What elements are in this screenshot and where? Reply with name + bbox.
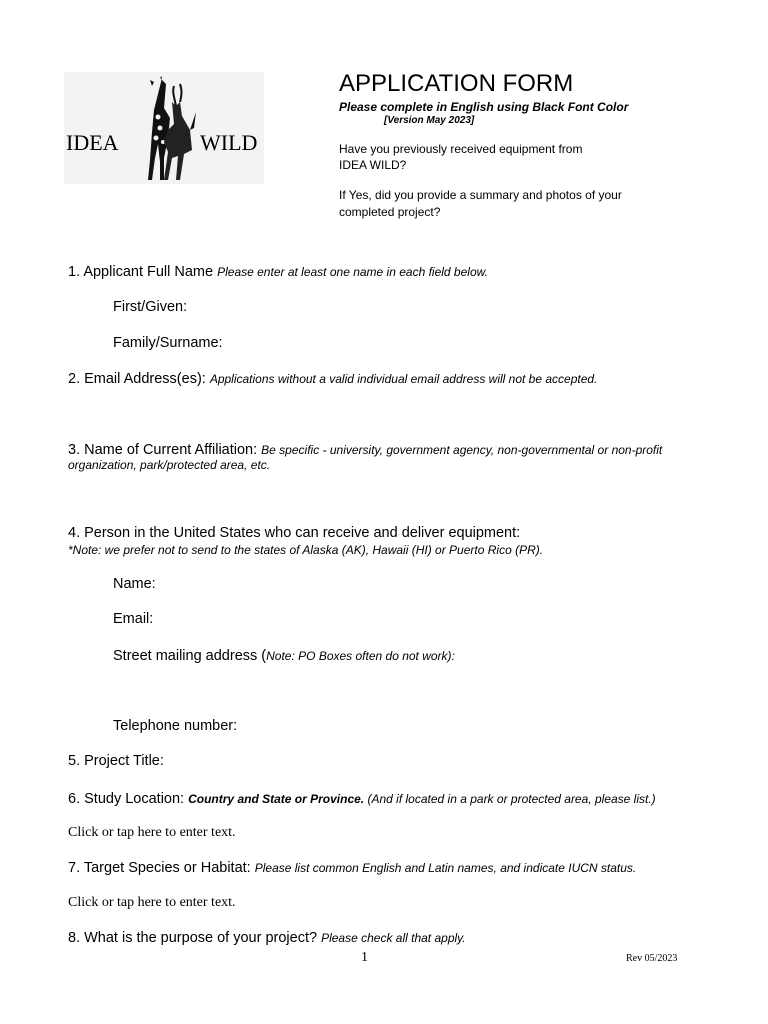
q1-heading [68,263,488,281]
street-address-label: Street mailing address ( [113,648,267,664]
version-label: [Version May 2023] [384,115,475,126]
prev-equipment-question-line2: IDEA WILD? [339,158,407,172]
q7-heading [68,859,636,877]
q3-heading [68,441,662,459]
prev-equipment-question-line1: Have you previously received equipment from [339,142,583,156]
q6-label: 6. Study Location: [68,791,189,807]
logo-text-idea: IDEA [66,130,119,155]
q2-note: Applications without a valid individual email address will not be accepted. [209,372,598,386]
us-contact-email-field-label[interactable]: Email: [113,611,154,627]
q7-note: Please list common English and Latin names, and indicate IUCN status. [254,861,637,875]
revision-label: Rev 05/2023 [626,953,678,964]
logo-text-wild: WILD [200,130,258,155]
summary-question-line1: If Yes, did you provide a summary and photos of your [339,188,622,202]
idea-wild-logo [64,72,264,184]
q8-label: 8. What is the purpose of your project? [68,930,322,946]
q6-bold-note: Country and State or Province. [188,792,365,806]
q3-label: 3. Name of Current Affiliation: [68,442,262,458]
q3-note-line2: organization, park/protected area, etc. [68,458,271,472]
us-contact-name-field-label[interactable]: Name: [113,576,156,592]
form-subtitle: Please complete in English using Black Font Color [339,100,629,114]
q8-heading [68,929,466,947]
q8-note: Please check all that apply. [321,931,466,945]
telephone-field-label[interactable]: Telephone number: [113,718,238,734]
form-title: APPLICATION FORM [339,70,574,97]
first-name-field-label[interactable]: First/Given: [113,299,188,315]
q1-note: Please enter at least one name in each field below. [217,265,488,279]
giraffe-antelope-logo-icon [64,72,264,184]
q4-note: *Note: we prefer not to send to the states of Alaska (AK), Hawaii (HI) or Puerto Rico (PR). [68,543,544,557]
q6-note: (And if located in a park or protected area, please list.) [364,792,656,806]
street-address-colon: : [451,649,455,663]
study-location-input[interactable]: Click or tap here to enter text. [68,825,236,840]
q2-label: 2. Email Address(es): [68,371,210,387]
page-number: 1 [361,950,368,965]
target-species-input[interactable]: Click or tap here to enter text. [68,895,236,910]
q6-heading [68,790,656,808]
q3-note-line1: Be specific - university, government agency, non-governmental or non-profit [261,443,663,457]
q2-heading [68,370,597,388]
summary-question-line2: completed project? [339,205,441,219]
q1-label: 1. Applicant Full Name [68,264,218,280]
street-address-note: Note: PO Boxes often do not work) [266,649,452,663]
street-address-field-label[interactable] [113,647,455,665]
q4-label: 4. Person in the United States who can receive and deliver equipment: [68,525,521,541]
project-title-field-label[interactable]: 5. Project Title: [68,753,164,769]
q7-label: 7. Target Species or Habitat: [68,860,255,876]
family-name-field-label[interactable]: Family/Surname: [113,335,223,351]
